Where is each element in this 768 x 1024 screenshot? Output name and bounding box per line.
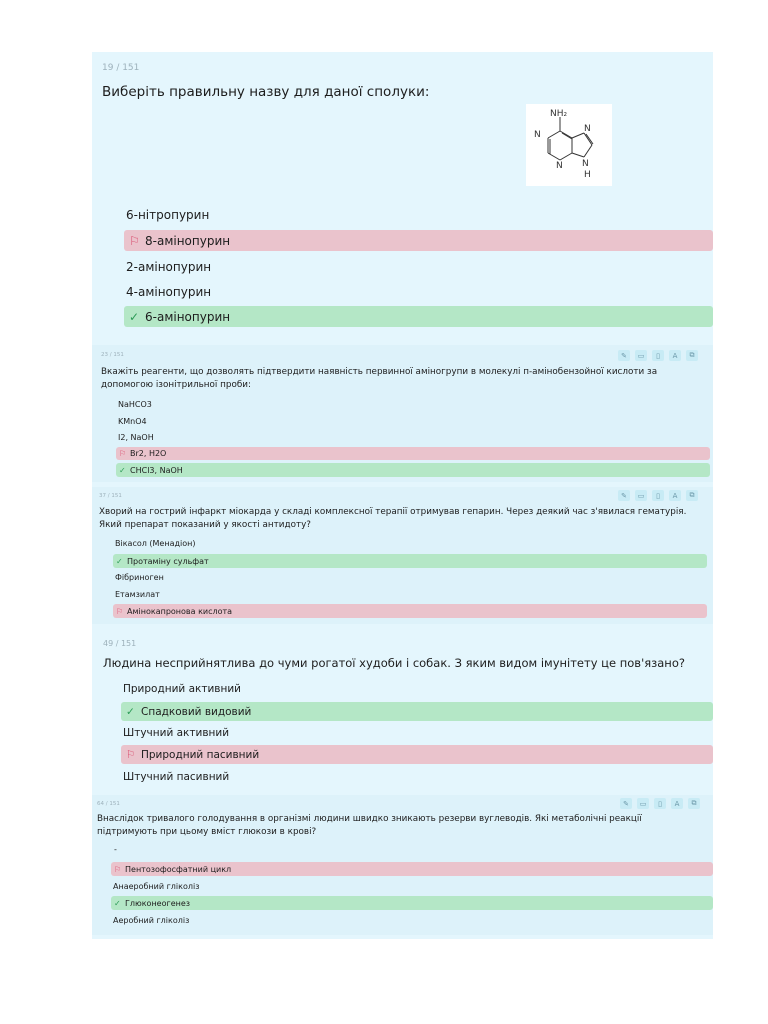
question-toolbar [618, 490, 698, 501]
answer-option[interactable]: KMnO4 [118, 417, 147, 426]
question-text: Внаслідок тривалого голодування в організмі людини швидко зникають резерви вуглеводів. Які метаболічні реакції підтримують при цьому вміст глюкози в крові? [97, 814, 642, 837]
translate-icon[interactable]: A [669, 350, 681, 361]
edit-icon[interactable]: ✎ [618, 490, 630, 501]
answer-option[interactable]: I2, NaOH [118, 433, 154, 442]
question-card-19 [92, 52, 713, 337]
copy-icon[interactable]: ⧉ [686, 350, 698, 361]
answer-option-correct[interactable]: ✓ 6-амінопурин [124, 306, 713, 327]
question-text: Хворий на гострий інфаркт міокарда у складі комплексної терапії отримував гепарин. Через деякий час з'явилася гематурія. Який препарат показаний у якості антидоту? [99, 507, 687, 530]
bookmark-icon[interactable]: ▯ [654, 798, 666, 809]
check-icon: ✓ [114, 898, 121, 908]
question-card-37 [92, 487, 713, 624]
answer-option-wrong[interactable]: ⚐ 8-амінопурин [124, 230, 713, 251]
question-toolbar [618, 350, 698, 361]
answer-option[interactable]: 6-нітропурин [126, 208, 210, 222]
answer-option-wrong[interactable]: ⚐ Природний пасивний [121, 745, 713, 764]
question-text: Виберіть правильну назву для даної сполуки: [102, 84, 430, 100]
question-counter: 49 / 151 [103, 639, 137, 648]
answer-option-wrong[interactable]: ⚐ Амінокапронова кислота [113, 604, 707, 618]
copy-icon[interactable]: ⧉ [686, 490, 698, 501]
structure-label-nh2: NH₂ [550, 109, 568, 119]
edit-icon[interactable]: ✎ [620, 798, 632, 809]
question-counter: 23 / 151 [101, 352, 124, 358]
structure-label-h: H [584, 170, 591, 180]
answer-option[interactable]: Штучний активний [123, 727, 230, 739]
empty-option-marker: - [114, 845, 117, 854]
answer-option[interactable]: Аеробний гліколіз [113, 915, 190, 925]
answer-option[interactable]: Вікасол (Менадіон) [115, 539, 196, 548]
answer-option-wrong[interactable]: ⚐ Br2, H2O [116, 447, 710, 460]
check-icon: ✓ [129, 309, 140, 324]
answer-option-correct[interactable]: ✓ Глюконеогенез [111, 896, 713, 910]
question-counter: 37 / 151 [99, 493, 122, 499]
structure-label-n: N [584, 124, 591, 134]
answer-option[interactable]: NaHCO3 [118, 400, 152, 409]
structure-label-n: N [534, 130, 541, 140]
answer-option-correct[interactable]: ✓ Протаміну сульфат [113, 554, 707, 568]
question-card-64 [92, 795, 713, 935]
question-counter: 64 / 151 [97, 801, 120, 807]
flag-icon: ⚐ [119, 449, 127, 458]
question-card-49 [92, 632, 713, 790]
question-text: Людина несприйнятлива до чуми рогатої худоби і собак. З яким видом імунітету це пов'язано? [103, 656, 685, 670]
answer-option-wrong[interactable]: ⚐ Пентозофосфатний цикл [111, 862, 713, 876]
question-card-23 [92, 345, 713, 482]
bookmark-icon[interactable]: ▯ [652, 350, 664, 361]
copy-icon[interactable]: ⧉ [688, 798, 700, 809]
folder-icon[interactable]: ▭ [637, 798, 649, 809]
question-text: Вкажіть реагенти, що дозволять підтвердити наявність первинної аміногрупи в молекулі п-амінобензойної кислоти за допомогою ізонітрильної проби: [101, 367, 658, 390]
answer-option[interactable]: 4-амінопурин [126, 285, 212, 299]
flag-icon: ⚐ [116, 606, 124, 616]
answer-option[interactable]: Етамзилат [115, 590, 160, 599]
structure-image [526, 104, 612, 186]
question-toolbar [620, 798, 700, 809]
check-icon: ✓ [116, 556, 123, 566]
check-icon: ✓ [126, 705, 135, 718]
flag-icon: ⚐ [126, 748, 136, 761]
edit-icon[interactable]: ✎ [618, 350, 630, 361]
folder-icon[interactable]: ▭ [635, 350, 647, 361]
answer-option-correct[interactable]: ✓ CHCl3, NaOH [116, 463, 710, 477]
check-icon: ✓ [119, 465, 126, 475]
flag-icon: ⚐ [114, 864, 122, 874]
answer-option[interactable]: Штучний пасивний [123, 771, 230, 783]
translate-icon[interactable]: A [671, 798, 683, 809]
flag-icon: ⚐ [129, 233, 140, 248]
answer-option[interactable]: Природний активний [123, 683, 242, 695]
translate-icon[interactable]: A [669, 490, 681, 501]
answer-option[interactable]: Фібриноген [115, 573, 164, 582]
bookmark-icon[interactable]: ▯ [652, 490, 664, 501]
answer-option[interactable]: Анаеробний гліколіз [113, 881, 200, 891]
answer-option-correct[interactable]: ✓ Спадковий видовий [121, 702, 713, 721]
question-counter: 19 / 151 [102, 63, 140, 73]
structure-label-n: N [582, 159, 589, 169]
answer-option[interactable]: 2-амінопурин [126, 260, 212, 274]
folder-icon[interactable]: ▭ [635, 490, 647, 501]
structure-label-n: N [556, 161, 563, 171]
